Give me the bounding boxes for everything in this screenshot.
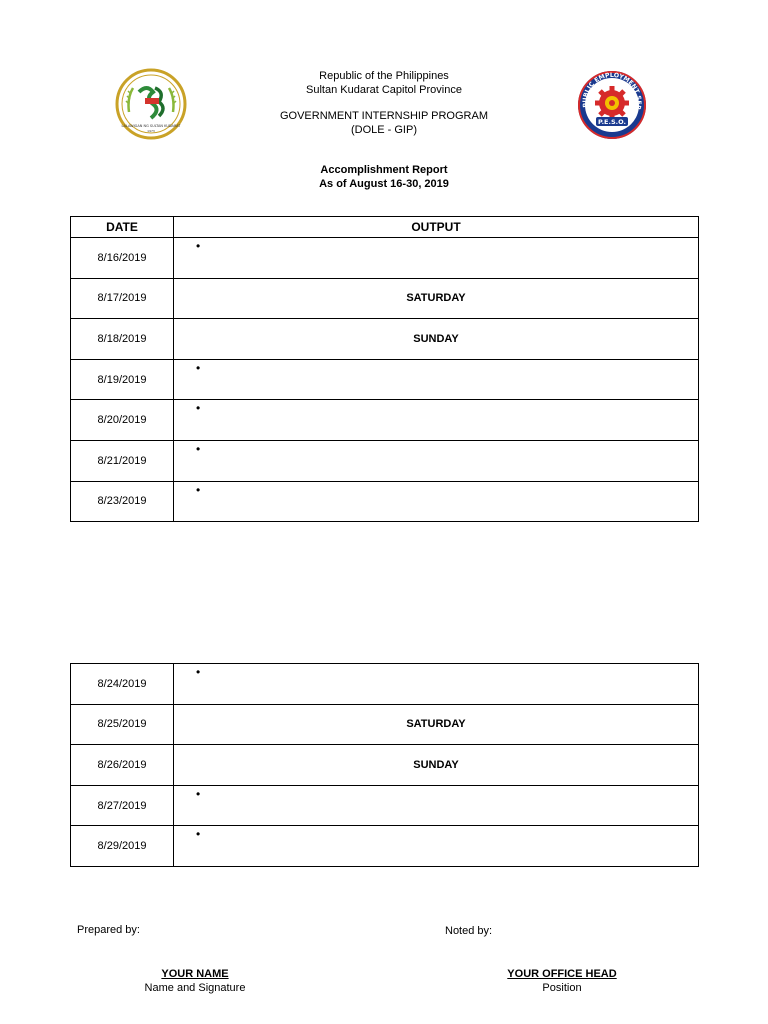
output-cell[interactable] (174, 278, 699, 319)
date-cell: 8/19/2019 (71, 359, 174, 400)
table-row (71, 278, 699, 319)
prepared-name: YOUR NAME (161, 968, 229, 980)
date-cell: 8/29/2019 (71, 826, 174, 867)
header-province: Sultan Kudarat Capitol Province (306, 84, 462, 96)
bullet-icon: • (196, 786, 201, 801)
report-subtitle: As of August 16-30, 2019 (319, 178, 449, 190)
bullet-icon: • (196, 401, 201, 416)
table-row (71, 238, 699, 279)
output-cell[interactable] (174, 785, 699, 826)
table-row (71, 704, 699, 745)
output-cell[interactable] (174, 745, 699, 786)
date-cell: 8/25/2019 (71, 704, 174, 745)
column-header-date: DATE (71, 217, 174, 238)
table-row (71, 440, 699, 481)
output-text: SATURDAY (406, 292, 466, 305)
report-table-1 (70, 216, 699, 522)
bullet-icon: • (196, 482, 201, 497)
date-cell: 8/18/2019 (71, 319, 174, 360)
svg-text:P.E.S.O.: P.E.S.O. (598, 118, 626, 126)
output-cell[interactable] (174, 238, 699, 279)
prepared-sub: Name and Signature (144, 982, 246, 994)
header-program-sub: (DOLE - GIP) (350, 124, 417, 136)
table-row (71, 481, 699, 522)
bullet-icon: • (196, 441, 201, 456)
output-cell[interactable] (174, 359, 699, 400)
column-header-output: OUTPUT (174, 217, 699, 238)
bullet-icon: • (196, 239, 201, 253)
table-row (71, 359, 699, 400)
date-cell: 8/20/2019 (71, 400, 174, 441)
bullet-icon: • (196, 360, 201, 375)
date-cell: 8/26/2019 (71, 745, 174, 786)
table-row (71, 400, 699, 441)
table-row (71, 319, 699, 360)
date-cell: 8/17/2019 (71, 278, 174, 319)
output-cell[interactable] (174, 319, 699, 360)
date-cell: 8/23/2019 (71, 481, 174, 522)
noted-name: YOUR OFFICE HEAD (507, 968, 617, 980)
prepared-by-label: Prepared by: (77, 924, 140, 936)
noted-sub: Position (542, 982, 582, 994)
report-title: Accomplishment Report (320, 164, 448, 176)
table-row (71, 745, 699, 786)
output-cell[interactable] (174, 704, 699, 745)
output-cell[interactable] (174, 664, 699, 705)
table-row (71, 785, 699, 826)
svg-text:1973: 1973 (147, 129, 155, 133)
report-table-2 (70, 663, 699, 867)
date-cell: 8/21/2019 (71, 440, 174, 481)
output-text: SUNDAY (413, 332, 459, 345)
table-row (71, 664, 699, 705)
date-cell: 8/16/2019 (71, 238, 174, 279)
bullet-icon: • (196, 827, 201, 842)
output-cell[interactable] (174, 400, 699, 441)
noted-by-label: Noted by: (445, 925, 493, 937)
date-cell: 8/24/2019 (71, 664, 174, 705)
output-cell[interactable] (174, 826, 699, 867)
header-program: GOVERNMENT INTERNSHIP PROGRAM (279, 110, 488, 122)
table-header-row (71, 217, 699, 238)
header-country: Republic of the Philippines (319, 70, 449, 82)
svg-text:LALAWIGAN NG SULTAN KUDARAT: LALAWIGAN NG SULTAN KUDARAT (121, 124, 181, 128)
svg-text:PUBLIC EMPLOYMENT SERVICE OFFI: PUBLIC EMPLOYMENT SER (581, 71, 643, 111)
output-text: SUNDAY (413, 758, 459, 771)
date-cell: 8/27/2019 (71, 785, 174, 826)
output-cell[interactable] (174, 481, 699, 522)
output-cell[interactable] (174, 440, 699, 481)
bullet-icon: • (196, 665, 201, 679)
table-row (71, 826, 699, 867)
output-text: SATURDAY (406, 718, 466, 731)
